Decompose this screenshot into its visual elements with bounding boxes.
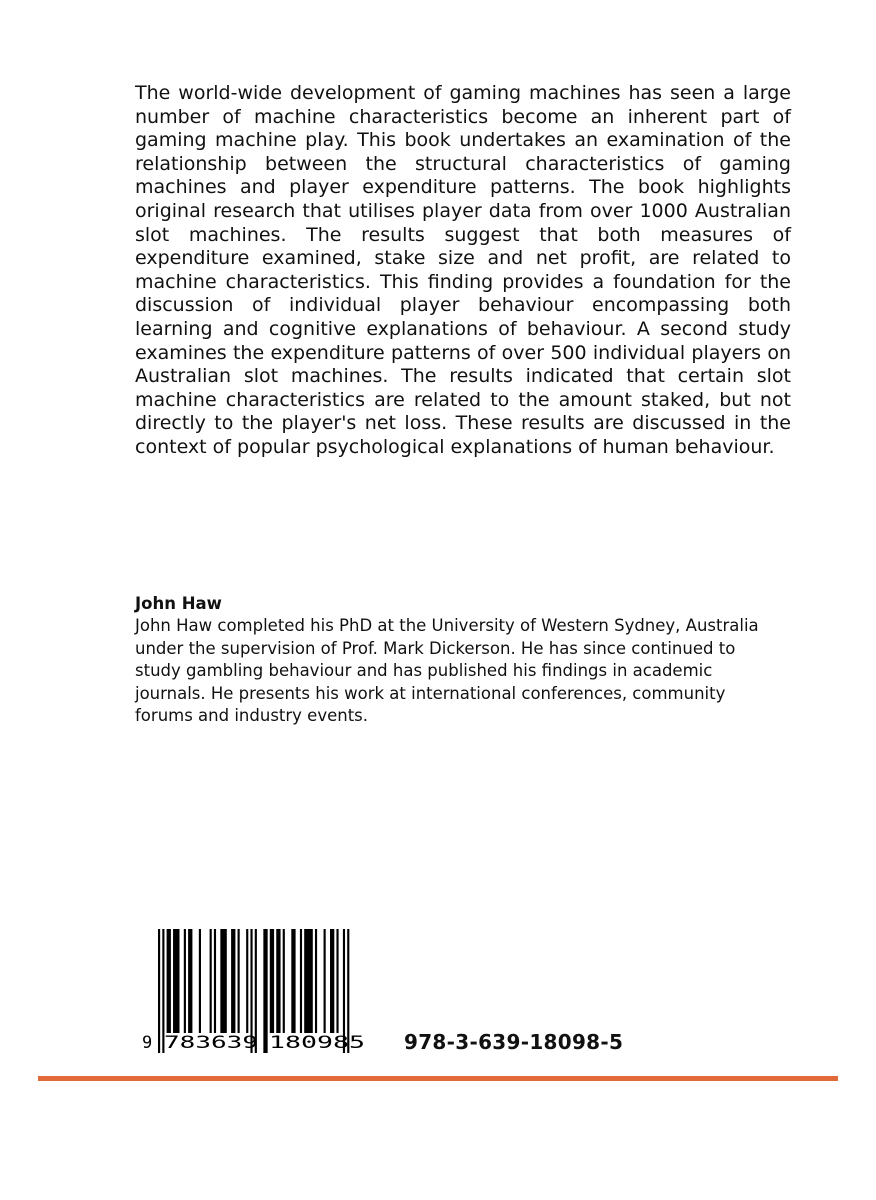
barcode-digits-left: 783639 — [164, 1033, 258, 1053]
footer-rule — [38, 1076, 838, 1081]
barcode-bar-23 — [324, 929, 326, 1033]
barcode-bar-7 — [210, 929, 212, 1033]
barcode-bar-21 — [304, 929, 313, 1033]
author-name: John Haw — [135, 594, 222, 613]
barcode-bar-6 — [199, 929, 201, 1033]
barcode-digits-right: 180985 — [269, 1033, 365, 1053]
isbn-barcode — [138, 925, 388, 1065]
barcode-bar-3 — [173, 929, 179, 1033]
barcode-bar-15 — [263, 929, 267, 1053]
barcode-bar-24 — [330, 929, 334, 1033]
barcode-bar-4 — [184, 929, 186, 1033]
barcode-bar-11 — [238, 929, 240, 1033]
barcode-bar-20 — [300, 929, 302, 1033]
barcode-bar-16 — [270, 929, 274, 1033]
back-cover-blurb: The world-wide development of gaming machines has seen a large number of machine characteristics become an inherent part of gaming machine play. This book undertakes an examination of the relationship between the structural characteristics of gaming machines and player expenditure patterns. The book highlights original research that utilises player data from over 1000 Australian slot machines. The results suggest that both measures of expenditure examined, stake size and net profit, are related to machine characteristics. This finding provides a foundation for the discussion of individual player behaviour encompassing both learning and cognitive explanations of behaviour. A second study examines the expenditure patterns of over 500 individual players on Australian slot machines. The results indicated that certain slot machine characteristics are related to the amount staked, but not directly to the player's net loss. These results are discussed in the context of popular psychological explanations of human behaviour. — [135, 82, 791, 458]
isbn-number: 978-3-639-18098-5 — [404, 1030, 624, 1054]
barcode-bar-9 — [220, 929, 226, 1033]
barcode-bar-17 — [276, 929, 280, 1033]
barcode-bar-18 — [283, 929, 285, 1033]
barcode-bar-0 — [158, 929, 160, 1053]
barcode-digit-lead: 9 — [142, 1033, 153, 1053]
author-bio: John Haw completed his PhD at the University of Western Sydney, Australia under the supervision of Prof. Mark Dickerson. He has since continued to study gambling behaviour and has published his findings in academic journals. He presents his work at international conferences, community forums and industry events. — [135, 616, 759, 725]
barcode-bar-19 — [291, 929, 295, 1033]
barcode-bar-12 — [246, 929, 248, 1033]
barcode-bar-25 — [336, 929, 338, 1033]
barcode-bar-22 — [315, 929, 317, 1033]
barcode-bar-2 — [167, 929, 171, 1033]
barcode-bar-8 — [214, 929, 216, 1033]
barcode-bar-5 — [188, 929, 192, 1033]
barcode-bar-10 — [231, 929, 235, 1033]
